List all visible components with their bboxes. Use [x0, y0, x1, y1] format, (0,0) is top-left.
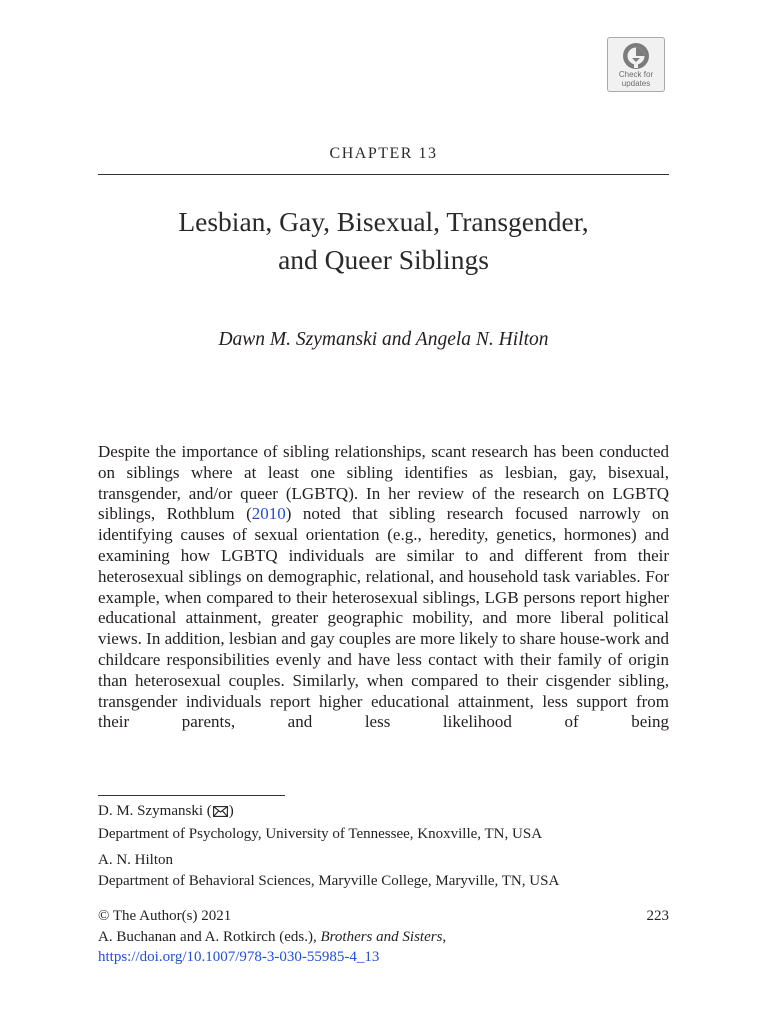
- editors-comma: ,: [442, 928, 447, 945]
- affiliation-2-name: A. N. Hilton: [98, 852, 173, 868]
- body-text-part-2: ) noted that sibling research focused narrowly on identifying causes of sexual orientation (e.g., heredity, genetics, hormones) and examining how LGBTQ individuals are similar to and different from their heterosexual siblings on demographic, relational, and household task variables. For example, when compared to their heterosexual siblings, LGB persons report higher educational attainment, greater geographic mobility, and more liberal political views. In addition, lesbian and gay couples are more likely to share house-work and childcare responsibilities evenly and have less contact with their family of origin than heterosexual couples. Similarly, when compared to their cisgender sibling, transgender individuals report higher educational attainment, less support from their parents, and less likelihood of being: [98, 504, 669, 732]
- body-paragraph: [98, 442, 669, 733]
- chapter-label: CHAPTER 13: [329, 145, 438, 162]
- affiliation-1-name: [98, 801, 542, 824]
- chapter-divider: [98, 174, 669, 175]
- page-number: 223: [646, 908, 669, 924]
- doi-line: [98, 947, 669, 968]
- body-text-part-1: Despite the importance of sibling relationships, scant research has been conducted on siblings where at least one sibling identifies as lesbian, gay, bisexual, transgender, and/or queer (LGBTQ). In her review of the research on LGBTQ siblings, Rothblum (: [98, 442, 669, 524]
- book-title: Brothers and Sisters: [320, 928, 443, 945]
- affiliation-1-dept: Department of Psychology, University of Tennessee, Knoxville, TN, USA: [98, 825, 543, 842]
- title-line-2: and Queer Siblings: [278, 244, 489, 275]
- copyright-line: © The Author(s) 2021: [98, 908, 232, 924]
- author-1-close: ): [228, 803, 234, 819]
- copyright-block: [98, 906, 669, 968]
- doi-link[interactable]: https://doi.org/10.1007/978-3-030-55985-4_13: [98, 949, 380, 965]
- title-line-1: Lesbian, Gay, Bisexual, Transgender,: [178, 206, 589, 237]
- author-names: Dawn M. Szymanski and Angela N. Hilton: [218, 329, 549, 350]
- check-for-updates-badge[interactable]: [607, 37, 665, 92]
- affiliation-1: [98, 801, 542, 844]
- badge-line-2: updates: [621, 78, 651, 88]
- footnote-divider: [98, 795, 285, 796]
- author-1-name: D. M. Szymanski (: [98, 803, 212, 819]
- affiliation-2-dept: Department of Behavioral Sciences, Maryville College, Maryville, TN, USA: [98, 872, 560, 889]
- editors-text: A. Buchanan and A. Rotkirch (eds.),: [98, 928, 321, 945]
- email-icon[interactable]: [213, 803, 228, 824]
- affiliation-2: [98, 850, 559, 891]
- check-for-updates-icon: [621, 41, 651, 71]
- editors-line: [98, 927, 669, 948]
- badge-line-1: Check for: [618, 70, 654, 79]
- chapter-title: [98, 203, 669, 279]
- citation-link[interactable]: 2010: [251, 504, 286, 524]
